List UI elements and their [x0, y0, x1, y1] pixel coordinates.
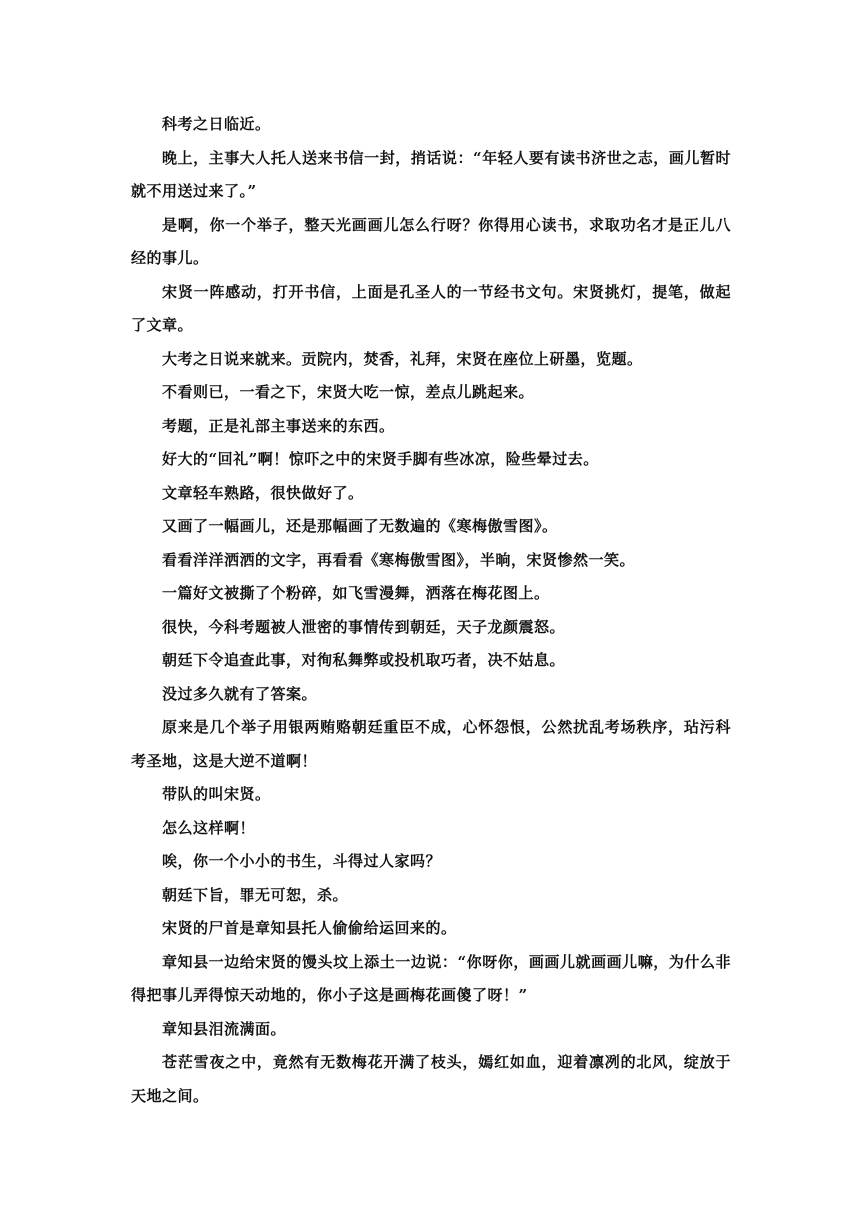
paragraph: 晚上，主事大人托人送来书信一封，捎话说：“年轻人要有读书济世之志，画儿暂时就不用送过来了。”	[131, 148, 731, 200]
paragraph: 一篇好文被撕了个粉碎，如飞雪漫舞，洒落在梅花图上。	[162, 584, 550, 602]
paragraph: 又画了一幅画儿，还是那幅画了无数遍的《寒梅傲雪图》。	[162, 517, 558, 535]
paragraph: 好大的“回礼”啊！惊吓之中的宋贤手脚有些冰凉，险些晕过去。	[162, 450, 599, 468]
paragraph: 朝廷下令追查此事，对徇私舞弊或投机取巧者，决不姑息。	[162, 651, 566, 669]
paragraph: 是啊，你一个举子，整天光画画儿怎么行呀？你得用心读书，求取功名才是正儿八经的事儿。	[131, 215, 731, 267]
paragraph: 考题，正是礼部主事送来的东西。	[162, 416, 395, 435]
document-body	[131, 108, 731, 1113]
paragraph: 苍茫雪夜之中，竟然有无数梅花开满了枝头，嫣红如血，迎着凛冽的北风，绽放于天地之间。	[131, 1053, 731, 1105]
paragraph: 看看洋洋洒洒的文字，再看看《寒梅傲雪图》，半晌，宋贤惨然一笑。	[162, 550, 636, 569]
paragraph: 原来是几个举子用银两贿赂朝廷重臣不成，心怀怨恨，公然扰乱考场秩序，玷污科考圣地，这是大逆不道啊！	[131, 718, 731, 770]
paragraph: 很快，今科考题被人泄密的事情传到朝廷，天子龙颜震怒。	[162, 617, 566, 636]
paragraph: 怎么这样啊！	[162, 818, 256, 837]
paragraph: 没过多久就有了答案。	[162, 684, 318, 703]
paragraph: 带队的叫宋贤。	[162, 785, 271, 803]
paragraph: 大考之日说来就来。贡院内，焚香，礼拜，宋贤在座位上研墨，览题。	[162, 349, 643, 368]
paragraph: 宋贤一阵感动，打开书信，上面是孔圣人的一节经书文句。宋贤挑灯，提笔，做起了文章。	[131, 282, 731, 334]
paragraph: 宋贤的尸首是章知县托人偷偷给运回来的。	[162, 919, 457, 937]
paragraph: 科考之日临近。	[162, 115, 271, 133]
paragraph: 章知县一边给宋贤的馒头坟上添土一边说：“你呀你，画画儿就画画儿嘛，为什么非得把事儿弄得惊天动地的，你小子这是画梅花画傻了呀！”	[131, 952, 731, 1004]
paragraph: 文章轻车熟路，很快做好了。	[162, 483, 364, 502]
paragraph: 章知县泪流满面。	[162, 1019, 287, 1038]
paragraph: 不看则已，一看之下，宋贤大吃一惊，差点儿跳起来。	[162, 383, 535, 401]
paragraph: 朝廷下旨，罪无可恕，杀。	[162, 885, 349, 904]
paragraph: 唉，你一个小小的书生，斗得过人家吗？	[162, 852, 442, 870]
